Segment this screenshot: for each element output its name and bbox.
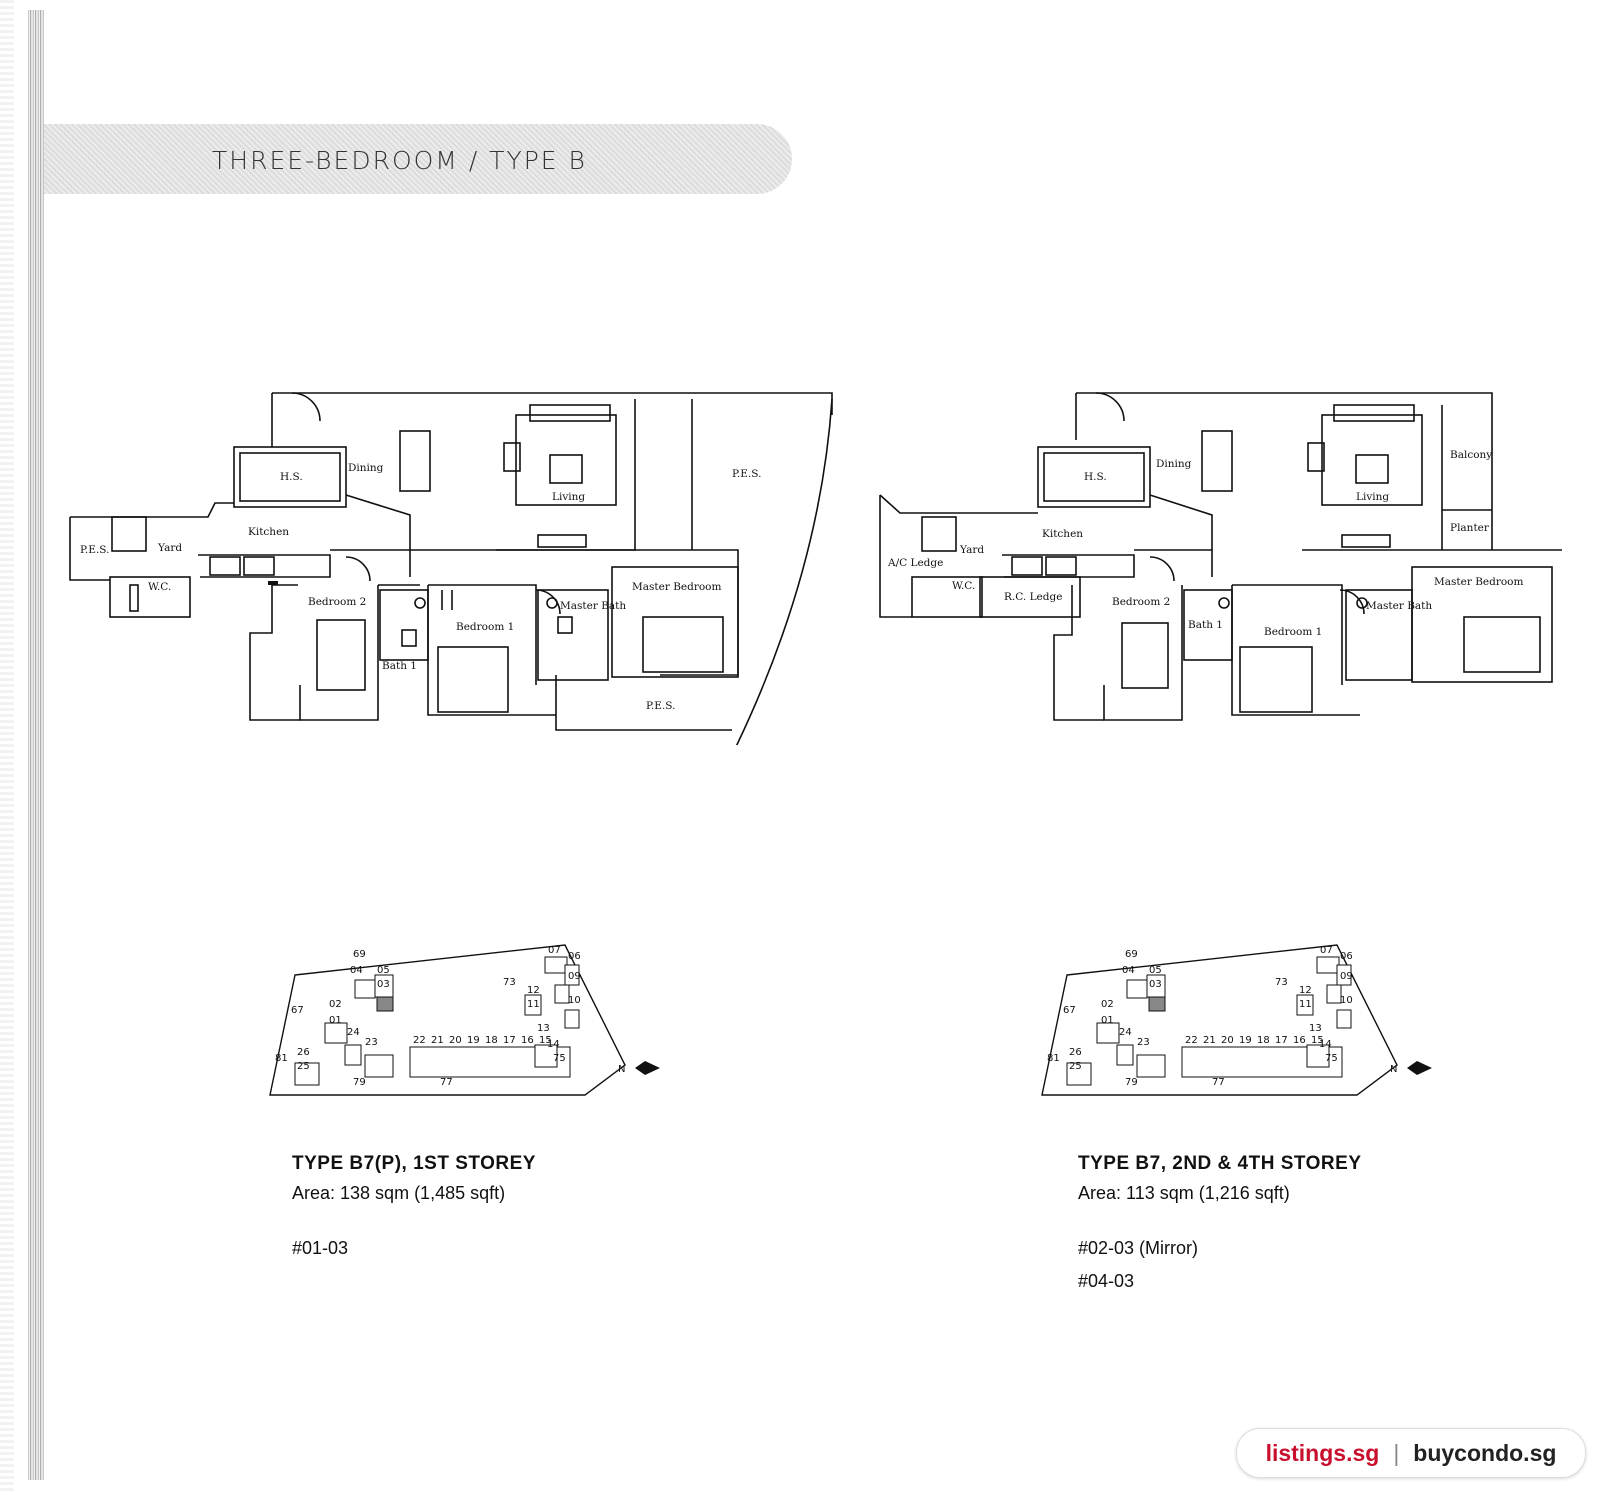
- unit-label: 09: [1340, 971, 1353, 982]
- unit-label: 69: [1125, 949, 1138, 960]
- room-yard: Yard: [960, 544, 985, 556]
- unit-label: 09: [568, 971, 581, 982]
- room-living: Living: [1356, 491, 1390, 503]
- binding-strip: [28, 10, 44, 1480]
- room-pes-bottom: P.E.S.: [646, 700, 676, 712]
- unit-label: 02: [329, 999, 342, 1010]
- unit-label: 20: [1221, 1035, 1234, 1046]
- unit-label: 16: [521, 1035, 534, 1046]
- unit-number: #01-03: [292, 1238, 349, 1258]
- unit-label: 18: [1257, 1035, 1270, 1046]
- unit-label: 01: [1101, 1015, 1114, 1026]
- room-pes-left: P.E.S.: [80, 544, 110, 556]
- room-bedroom2: Bedroom 2: [308, 596, 367, 608]
- unit-label: 12: [527, 985, 540, 996]
- unit-label: 21: [1203, 1035, 1216, 1046]
- unit-label: 75: [553, 1053, 566, 1064]
- site-plan-drawing: [265, 935, 665, 1105]
- room-bedroom1: Bedroom 1: [456, 621, 515, 633]
- room-hs: H.S.: [1084, 471, 1107, 483]
- room-balcony: Balcony: [1450, 449, 1493, 461]
- unit-info-left: [292, 1153, 536, 1271]
- brand-separator: |: [1393, 1439, 1400, 1466]
- unit-label: 67: [1063, 1005, 1076, 1016]
- unit-label: 04: [350, 965, 363, 976]
- room-master-bedroom: Master Bedroom: [632, 581, 722, 593]
- unit-label: 04: [1122, 965, 1135, 976]
- unit-label: 77: [1212, 1077, 1225, 1088]
- unit-label: 19: [467, 1035, 480, 1046]
- unit-label: 22: [1185, 1035, 1198, 1046]
- brand-link-buycondo[interactable]: buycondo.sg: [1413, 1439, 1557, 1466]
- unit-label: 25: [297, 1061, 310, 1072]
- unit-label: 11: [1299, 999, 1312, 1010]
- unit-label: 15: [539, 1035, 552, 1046]
- unit-label: 01: [329, 1015, 342, 1026]
- unit-label: 14: [547, 1039, 560, 1050]
- unit-label: 25: [1069, 1061, 1082, 1072]
- unit-label: 05: [1149, 965, 1162, 976]
- floor-plan-drawing: [60, 385, 850, 745]
- unit-area: Area: 138 sqm (1,485 sqft): [292, 1183, 506, 1203]
- room-hs: H.S.: [280, 471, 303, 483]
- room-wc: W.C.: [148, 581, 172, 593]
- unit-label: 16: [1293, 1035, 1306, 1046]
- site-plan-right: [1037, 935, 1437, 1109]
- highlight-unit: [377, 997, 393, 1011]
- unit-label: 26: [297, 1047, 310, 1058]
- room-master-bedroom: Master Bedroom: [1434, 576, 1524, 588]
- unit-type: TYPE B7, 2ND & 4TH STOREY: [1078, 1153, 1362, 1174]
- unit-label: 75: [1325, 1053, 1338, 1064]
- unit-label: 02: [1101, 999, 1114, 1010]
- unit-label: 20: [449, 1035, 462, 1046]
- unit-label: 23: [1137, 1037, 1150, 1048]
- floor-plan-drawing: [872, 385, 1572, 745]
- brand-link-listings[interactable]: listings.sg: [1265, 1439, 1380, 1466]
- room-living: Living: [552, 491, 586, 503]
- unit-label: 22: [413, 1035, 426, 1046]
- unit-label: 06: [568, 951, 581, 962]
- unit-label: 69: [353, 949, 366, 960]
- unit-label: 03: [1149, 979, 1162, 990]
- unit-label: 13: [537, 1023, 550, 1034]
- unit-label: 07: [548, 945, 561, 956]
- unit-label: 10: [568, 995, 581, 1006]
- room-kitchen: Kitchen: [1042, 528, 1084, 540]
- unit-label: 11: [527, 999, 540, 1010]
- unit-label: 24: [347, 1027, 360, 1038]
- unit-label: 21: [431, 1035, 444, 1046]
- site-plan-drawing: [1037, 935, 1437, 1105]
- north-label: N: [618, 1064, 626, 1075]
- unit-label: 67: [291, 1005, 304, 1016]
- unit-label: 17: [1275, 1035, 1288, 1046]
- unit-label: 05: [377, 965, 390, 976]
- site-plan-left: [265, 935, 665, 1109]
- page-title: THREE-BEDROOM / TYPE B: [212, 146, 587, 175]
- room-dining: Dining: [348, 462, 384, 474]
- unit-label: 23: [365, 1037, 378, 1048]
- scan-edge: [0, 0, 14, 1492]
- room-bath1: Bath 1: [1188, 619, 1223, 631]
- brand-badge: [1236, 1428, 1586, 1478]
- unit-label: 79: [353, 1077, 366, 1088]
- unit-label: 12: [1299, 985, 1312, 996]
- unit-label: 18: [485, 1035, 498, 1046]
- unit-label: 19: [1239, 1035, 1252, 1046]
- room-ac-ledge: A/C Ledge: [888, 557, 944, 569]
- floor-plan-b7p: [60, 385, 850, 745]
- unit-number: #04-03: [1078, 1271, 1135, 1291]
- unit-label: 79: [1125, 1077, 1138, 1088]
- unit-label: 07: [1320, 945, 1333, 956]
- unit-label: 26: [1069, 1047, 1082, 1058]
- unit-label: 73: [503, 977, 516, 988]
- room-bath1: Bath 1: [382, 660, 417, 672]
- room-pes-right: P.E.S.: [732, 468, 762, 480]
- room-rc-ledge: R.C. Ledge: [1004, 591, 1063, 603]
- room-planter: Planter: [1450, 522, 1489, 534]
- unit-label: 15: [1311, 1035, 1324, 1046]
- unit-label: 13: [1309, 1023, 1322, 1034]
- room-bedroom2: Bedroom 2: [1112, 596, 1171, 608]
- room-yard: Yard: [158, 542, 183, 554]
- unit-type: TYPE B7(P), 1ST STOREY: [292, 1153, 536, 1174]
- room-kitchen: Kitchen: [248, 526, 290, 538]
- unit-info-right: [1078, 1153, 1362, 1304]
- unit-label: 81: [275, 1053, 288, 1064]
- room-dining: Dining: [1156, 458, 1192, 470]
- highlight-unit: [1149, 997, 1165, 1011]
- unit-label: 14: [1319, 1039, 1332, 1050]
- unit-label: 17: [503, 1035, 516, 1046]
- room-bedroom1: Bedroom 1: [1264, 626, 1323, 638]
- unit-area: Area: 113 sqm (1,216 sqft): [1078, 1183, 1290, 1203]
- unit-label: 06: [1340, 951, 1353, 962]
- unit-label: 77: [440, 1077, 453, 1088]
- unit-label: 73: [1275, 977, 1288, 988]
- unit-number: #02-03 (Mirror): [1078, 1238, 1199, 1258]
- room-master-bath: Master Bath: [1366, 600, 1433, 612]
- floor-plan-b7: [872, 385, 1572, 745]
- unit-label: 81: [1047, 1053, 1060, 1064]
- unit-label: 03: [377, 979, 390, 990]
- unit-label: 24: [1119, 1027, 1132, 1038]
- unit-label: 10: [1340, 995, 1353, 1006]
- room-wc: W.C.: [952, 580, 976, 592]
- room-master-bath: Master Bath: [560, 600, 627, 612]
- north-label: N: [1390, 1064, 1398, 1075]
